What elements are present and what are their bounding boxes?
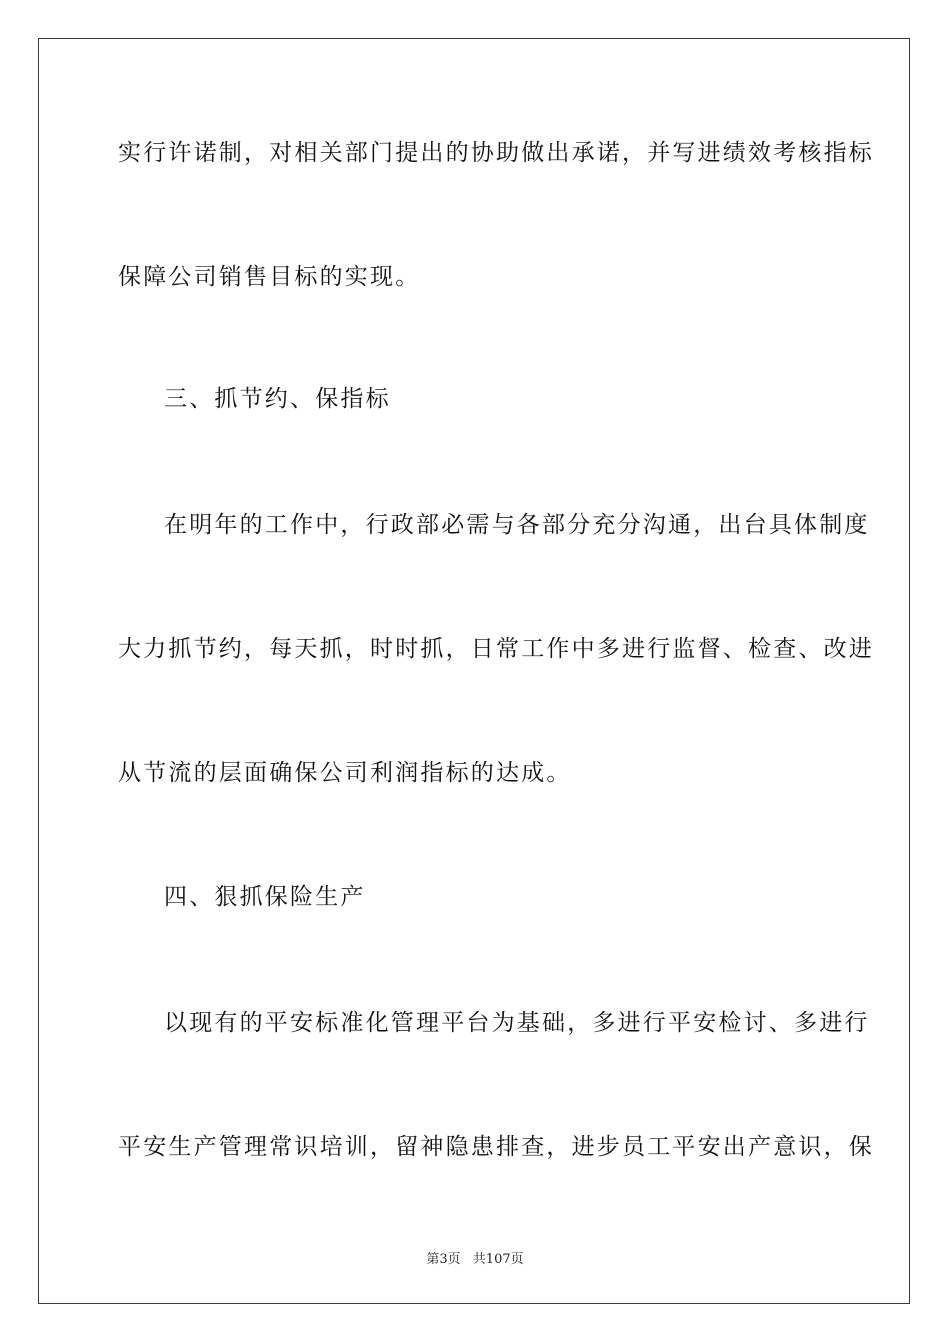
page-number: 第3页 — [426, 1252, 461, 1267]
body-line-7: 平安生产管理常识培训，留神隐患排查，进步员工平安出产意识，保 — [118, 1134, 874, 1160]
body-line-4: 大力抓节约，每天抓，时时抓，日常工作中多进行监督、检查、改进 — [118, 636, 874, 662]
body-line-3: 在明年的工作中，行政部必需与各部分充分沟通，出台具体制度 — [164, 512, 870, 538]
section-heading-3: 三、抓节约、保指标 — [164, 386, 391, 412]
body-line-5: 从节流的层面确保公司利润指标的达成。 — [118, 760, 572, 786]
body-line-1: 实行许诺制，对相关部门提出的协助做出承诺，并写进绩效考核指标 — [118, 140, 874, 166]
section-heading-4: 四、狠抓保险生产 — [164, 884, 366, 910]
page-total: 共107页 — [472, 1252, 524, 1267]
page-border — [38, 38, 910, 1304]
body-line-2: 保障公司销售目标的实现。 — [118, 264, 421, 290]
body-line-6: 以现有的平安标准化管理平台为基础，多进行平安检讨、多进行 — [164, 1010, 870, 1036]
page-footer — [0, 1248, 950, 1267]
